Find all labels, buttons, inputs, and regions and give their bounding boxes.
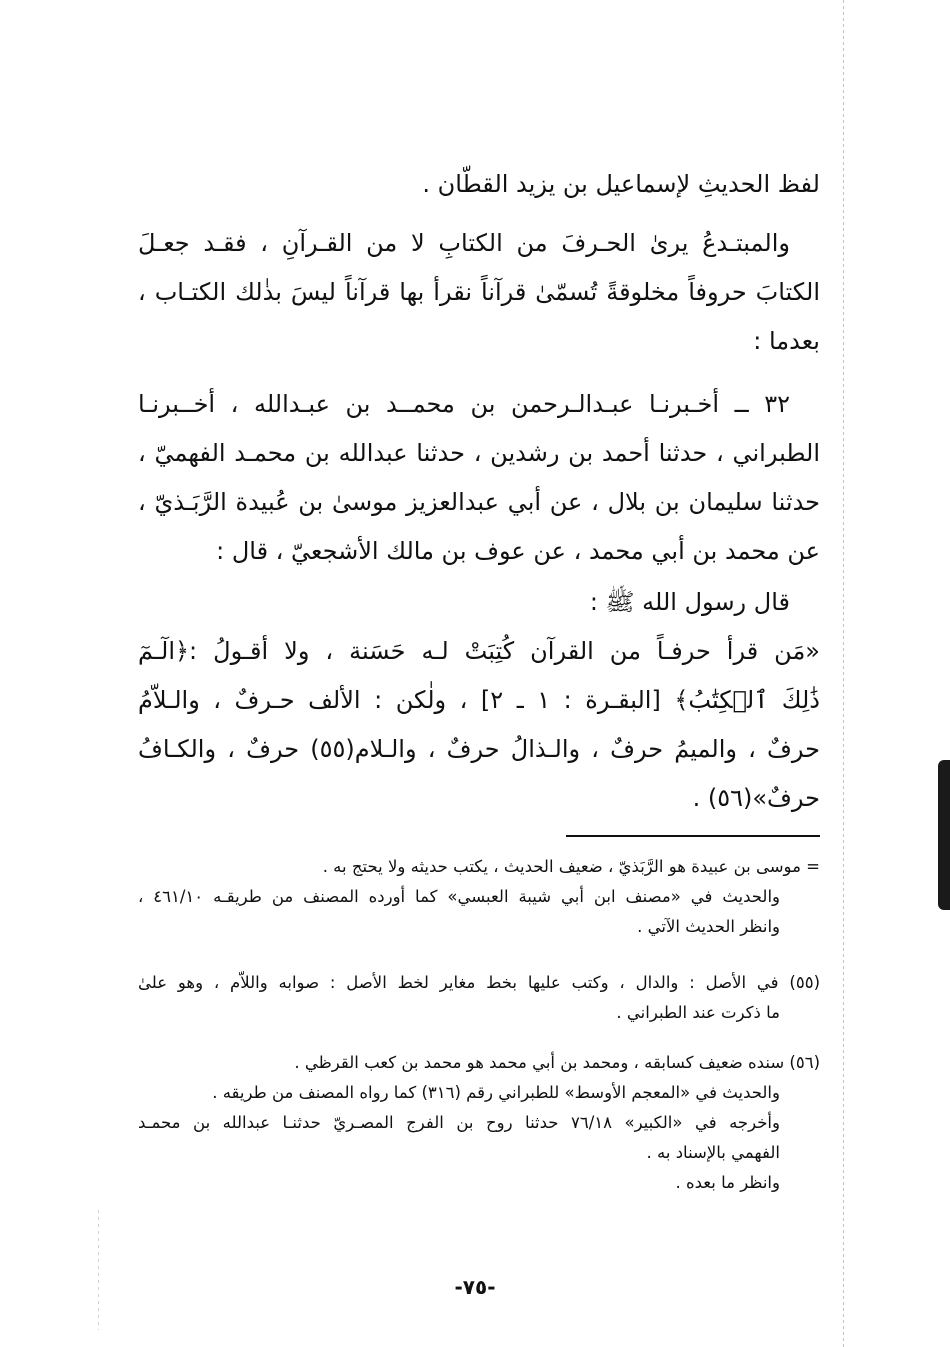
footnote-line: وأخرجه في «الكبير» ٧٦/١٨ حدثنا روح بن الفرج المصـريّ حدثنـا عبدالله بن محمـد <box>138 1113 780 1132</box>
hadith-32-matn <box>138 578 820 823</box>
footnote-continued <box>138 852 820 942</box>
scan-edge-line <box>98 1210 99 1330</box>
footnote-56 <box>138 1048 820 1198</box>
text-line: ذَٰلِكَ ٱلۡكِتَٰبُ﴾ [البقـرة : ١ ـ ٢] ، ولٰكن : الألف حـرفٌ ، والـلاّمُ <box>138 686 820 714</box>
footnote-line: (٥٥) في الأصل : والدال ، وكتب عليها بخط مغاير لخط الأصل : صوابه واللاّم ، وهو علىٰ <box>138 973 820 992</box>
text-line: حرفٌ ، والميمُ حرفٌ ، والـذالُ حرفٌ ، والـلام(٥٥) حرفٌ ، والكـافُ <box>138 735 821 763</box>
paragraph-1 <box>138 160 820 209</box>
footnote-line: وانظر الحديث الآتي . <box>637 917 780 936</box>
hadith-32-isnad <box>138 380 820 576</box>
text-line: الكتابَ حروفاً مخلوقةً تُسمّىٰ قرآناً نقرأ بها قرآناً ليسَ بذٰلك الكتـاب ، <box>138 278 820 306</box>
footnote-divider <box>566 835 820 837</box>
text-line: حرفٌ»(٥٦) . <box>692 784 820 812</box>
footnote-55 <box>138 968 820 1028</box>
footnote-line: = موسى بن عبيدة هو الرَّبَذيّ ، ضعيف الحديث ، يكتب حديثه ولا يحتج به . <box>322 857 820 876</box>
scan-shadow <box>938 760 950 910</box>
text-line: عن محمد بن أبي محمد ، عن عوف بن مالك الأشجعيّ ، قال : <box>216 537 820 565</box>
text-line: لفظ الحديثِ لإسماعيل بن يزيد القطّان . <box>422 170 820 198</box>
text-line: والمبتـدعُ يرىٰ الحـرفَ من الكتابِ لا من القـرآنِ ، فقـد جعـلَ <box>138 229 790 257</box>
scan-edge-line <box>843 0 844 1347</box>
text-line: ٣٢ ــ أخـبرنـا عبـدالـرحمن بن محمــد بن عبـدالله ، أخــبرنـا <box>138 390 790 418</box>
text-line: الطبراني ، حدثنا أحمد بن رشدين ، حدثنا عبدالله بن محمـد الفهميّ ، <box>138 439 820 467</box>
footnote-line: والحديث في «المعجم الأوسط» للطبراني رقم (٣١٦) كما رواه المصنف من طريقه . <box>212 1083 780 1102</box>
text-line: حدثنا سليمان بن بلال ، عن أبي عبدالعزيز موسىٰ بن عُبيدة الرَّبَـذيّ ، <box>138 488 820 516</box>
paragraph-2 <box>138 219 820 366</box>
text-line: «مَن قرأ حرفـاً من القرآن كُتِبَتْ لـه حَسَنة ، ولا أقـولُ :﴿الٓـمٓ <box>138 637 820 665</box>
footnote-line: وانظر ما بعده . <box>675 1173 780 1192</box>
text-line: بعدما : <box>753 327 820 355</box>
footnote-line: ما ذكرت عند الطبراني . <box>616 1003 780 1022</box>
footnote-line: والحديث في «مصنف ابن أبي شيبة العبسي» كما أورده المصنف من طريقـه ٤٦١/١٠ ، <box>138 887 781 906</box>
text-line: قال رسول الله ﷺ : <box>589 588 790 616</box>
page-number: -٧٥- <box>454 1275 496 1299</box>
footnote-line: الفهمي بالإسناد به . <box>646 1143 780 1162</box>
footnote-line: (٥٦) سنده ضعيف كسابقه ، ومحمد بن أبي محمد هو محمد بن كعب القرظي . <box>294 1053 820 1072</box>
